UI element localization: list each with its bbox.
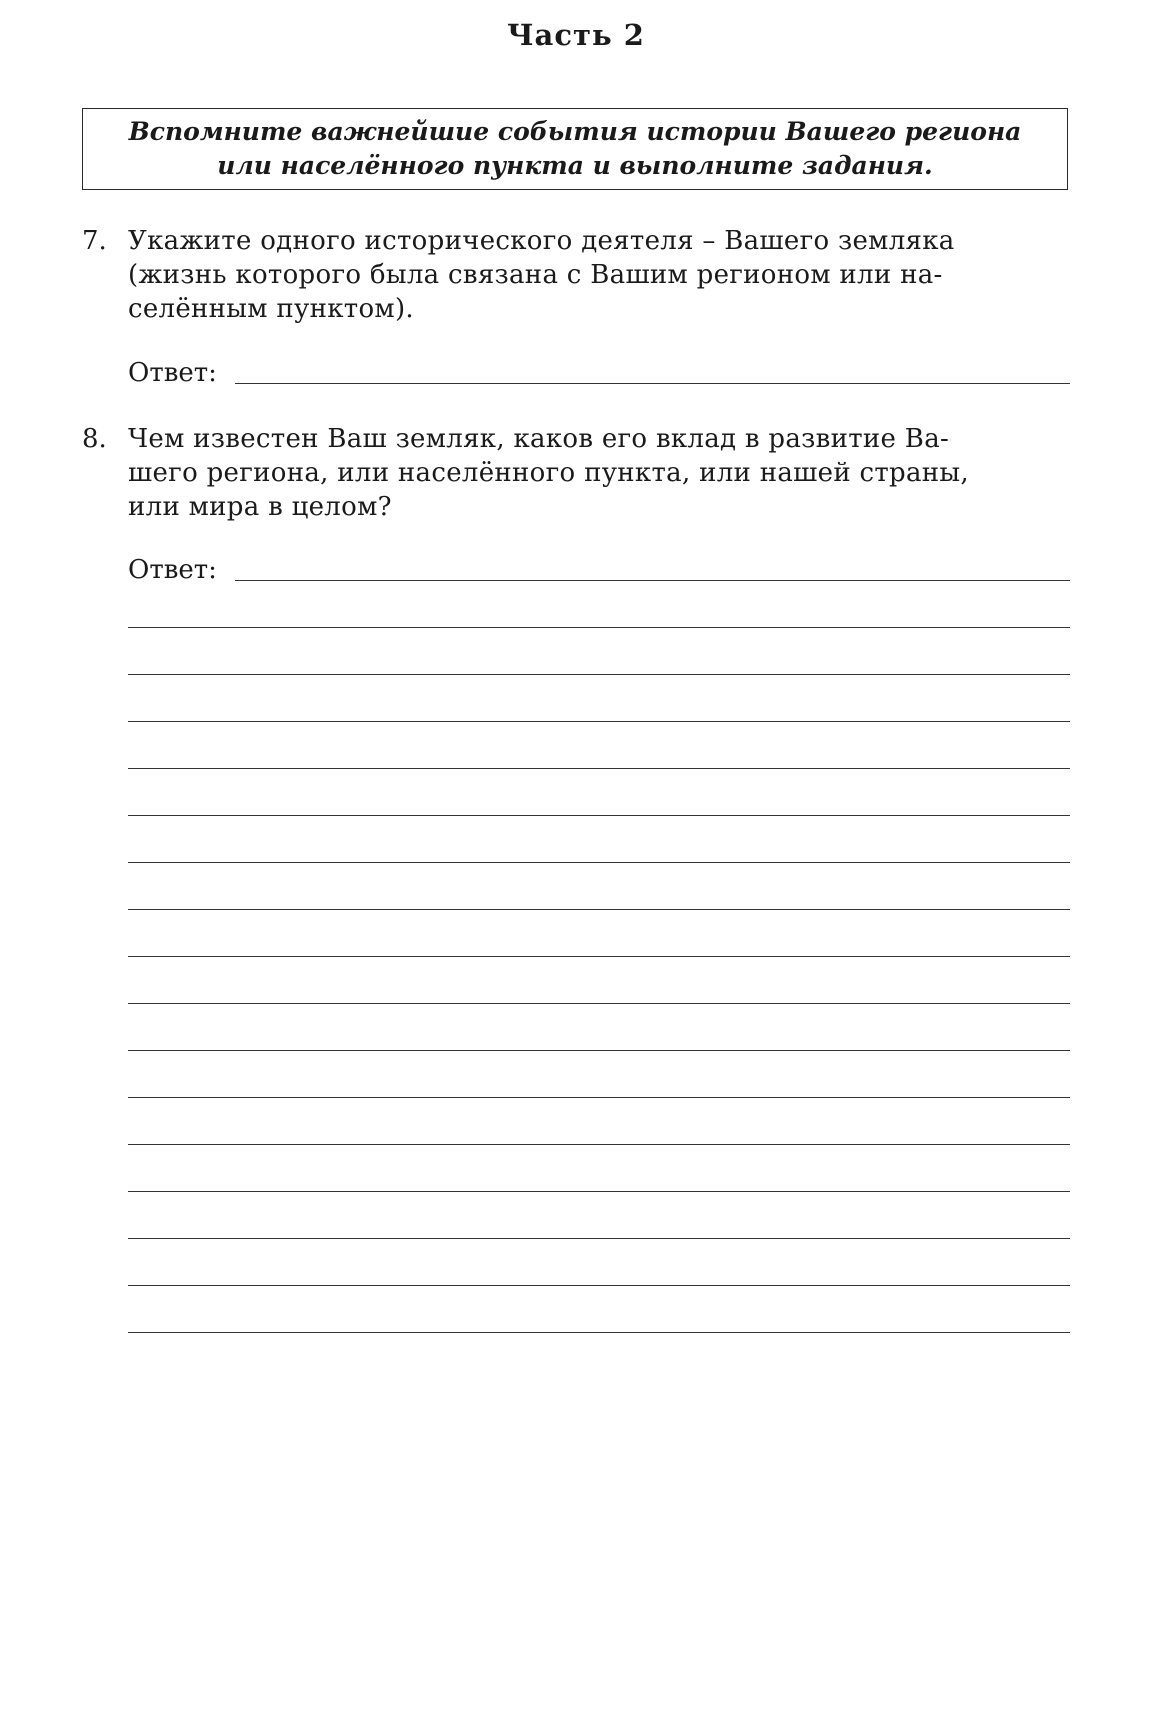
task-7-number: 7. — [82, 226, 107, 256]
answer-line — [128, 1097, 1070, 1098]
answer-line — [128, 721, 1070, 722]
answer-line — [128, 956, 1070, 957]
answer-line — [128, 909, 1070, 910]
answer-line — [128, 815, 1070, 816]
task-8-number: 8. — [82, 424, 107, 454]
task-8-text: Чем известен Ваш земляк, каков его вклад в развитие Ва- шего региона, или населённого пункта, или нашей страны, или мира в целом? — [128, 424, 969, 522]
task-7-answer-label: Ответ: — [128, 358, 217, 388]
answer-line — [128, 1003, 1070, 1004]
answer-line — [128, 1050, 1070, 1051]
answer-line — [128, 1191, 1070, 1192]
answer-line — [128, 1238, 1070, 1239]
answer-line — [128, 1285, 1070, 1286]
answer-line — [128, 1144, 1070, 1145]
task-7-answer-field[interactable] — [235, 354, 1070, 384]
answer-line — [128, 768, 1070, 769]
answer-line — [128, 627, 1070, 628]
part-title: Часть 2 — [507, 18, 645, 52]
answer-line — [128, 862, 1070, 863]
task-8-answer-field[interactable] — [235, 551, 1070, 581]
instruction-line-2: или населённого пункта и выполните задания. — [217, 151, 933, 180]
instruction-box — [82, 108, 1068, 190]
answer-line — [128, 674, 1070, 675]
answer-line — [128, 1332, 1070, 1333]
task-8-answer-label: Ответ: — [128, 555, 217, 585]
task-7-text: Укажите одного исторического деятеля – Вашего земляка (жизнь которого была связана с Вашим регионом или на- селённым пунктом). — [128, 226, 955, 324]
instruction-line-1: Вспомните важнейшие события истории Вашего региона — [128, 117, 1022, 146]
